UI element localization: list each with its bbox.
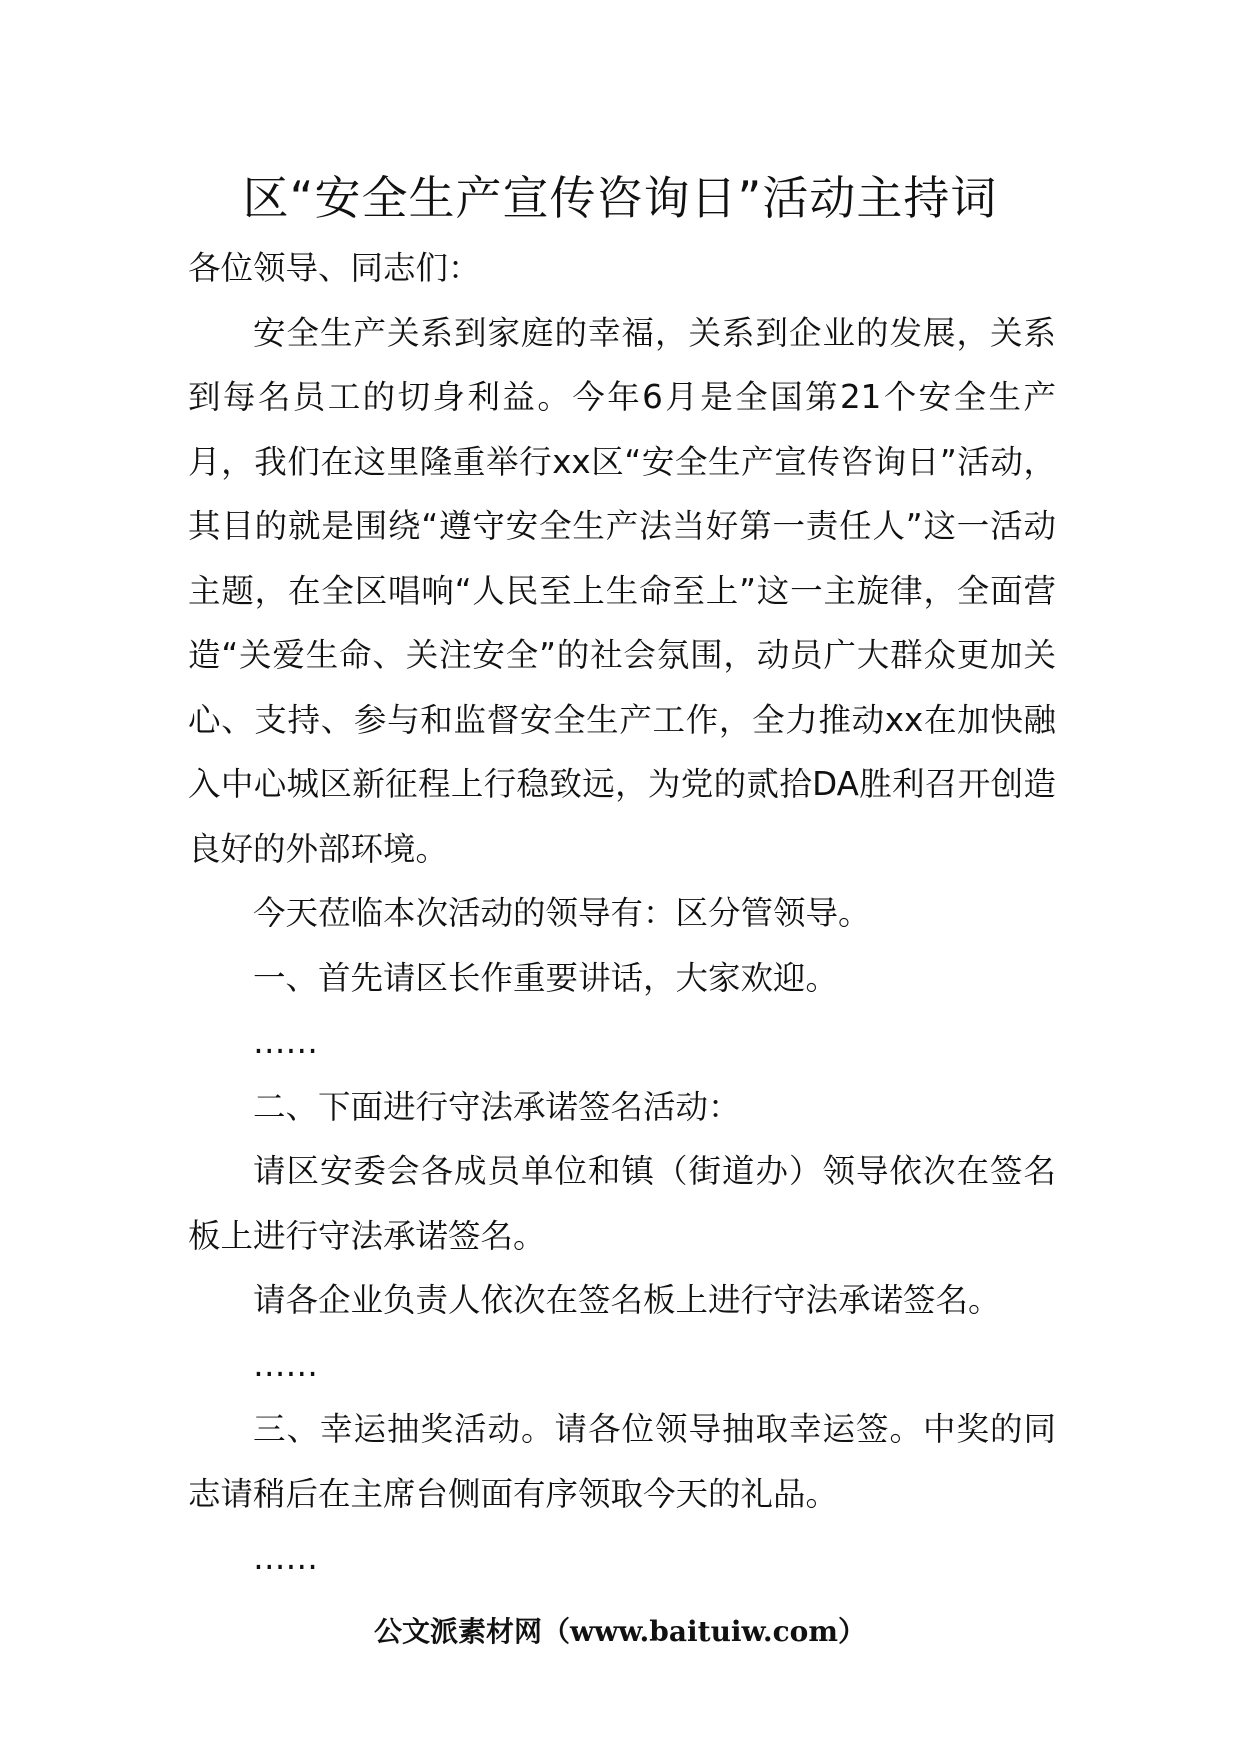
- paragraph-step-two: 二、下面进行守法承诺签名活动：: [253, 1087, 741, 1126]
- paragraph-signing-units: 请区安委会各成员单位和镇（街道办）领导依次在签名板上进行守法承诺签名。: [188, 1152, 1056, 1255]
- document-body: [188, 236, 1056, 1591]
- paragraph-opening: 安全生产关系到家庭的幸福，关系到企业的发展，关系到每名员工的切身利益。今年6月是全国第21个安全生产月，我们在这里隆重举行xx区“安全生产宣传咨询日”活动，其目的就是围绕“遵守安全生产法当好第一责任人”这一活动主题，在全区唱响“人民至上生命至上”这一主旋律，全面营造“关爱生命、关注安全”的社会氛围，动员广大群众更加关心、支持、参与和监督安全生产工作，全力推动xx在加快融入中心城区新征程上行稳致远，为党的贰拾DA胜利召开创造良好的外部环境。: [188, 313, 1056, 868]
- ellipsis-3: ……: [253, 1539, 318, 1577]
- paragraph-step-three: 三、幸运抽奖活动。请各位领导抽取幸运签。中奖的同志请稍后在主席台侧面有序领取今天的礼品。: [188, 1410, 1056, 1513]
- ellipsis-2: ……: [253, 1345, 318, 1384]
- greeting: 各位领导、同志们：: [188, 249, 481, 287]
- paragraph-step-one: 一、首先请区长作重要讲话，大家欢迎。: [253, 958, 839, 997]
- paragraph-leaders: 今天莅临本次活动的领导有：区分管领导。: [253, 894, 871, 932]
- ellipsis-1: ……: [253, 1023, 318, 1061]
- document-title: 区“安全生产宣传咨询日”活动主持词: [242, 171, 998, 225]
- paragraph-signing-companies: 请各企业负责人依次在签名板上进行守法承诺签名。: [253, 1281, 1001, 1319]
- footer-source: 公文派素材网（www.baituiw.com）: [374, 1615, 866, 1648]
